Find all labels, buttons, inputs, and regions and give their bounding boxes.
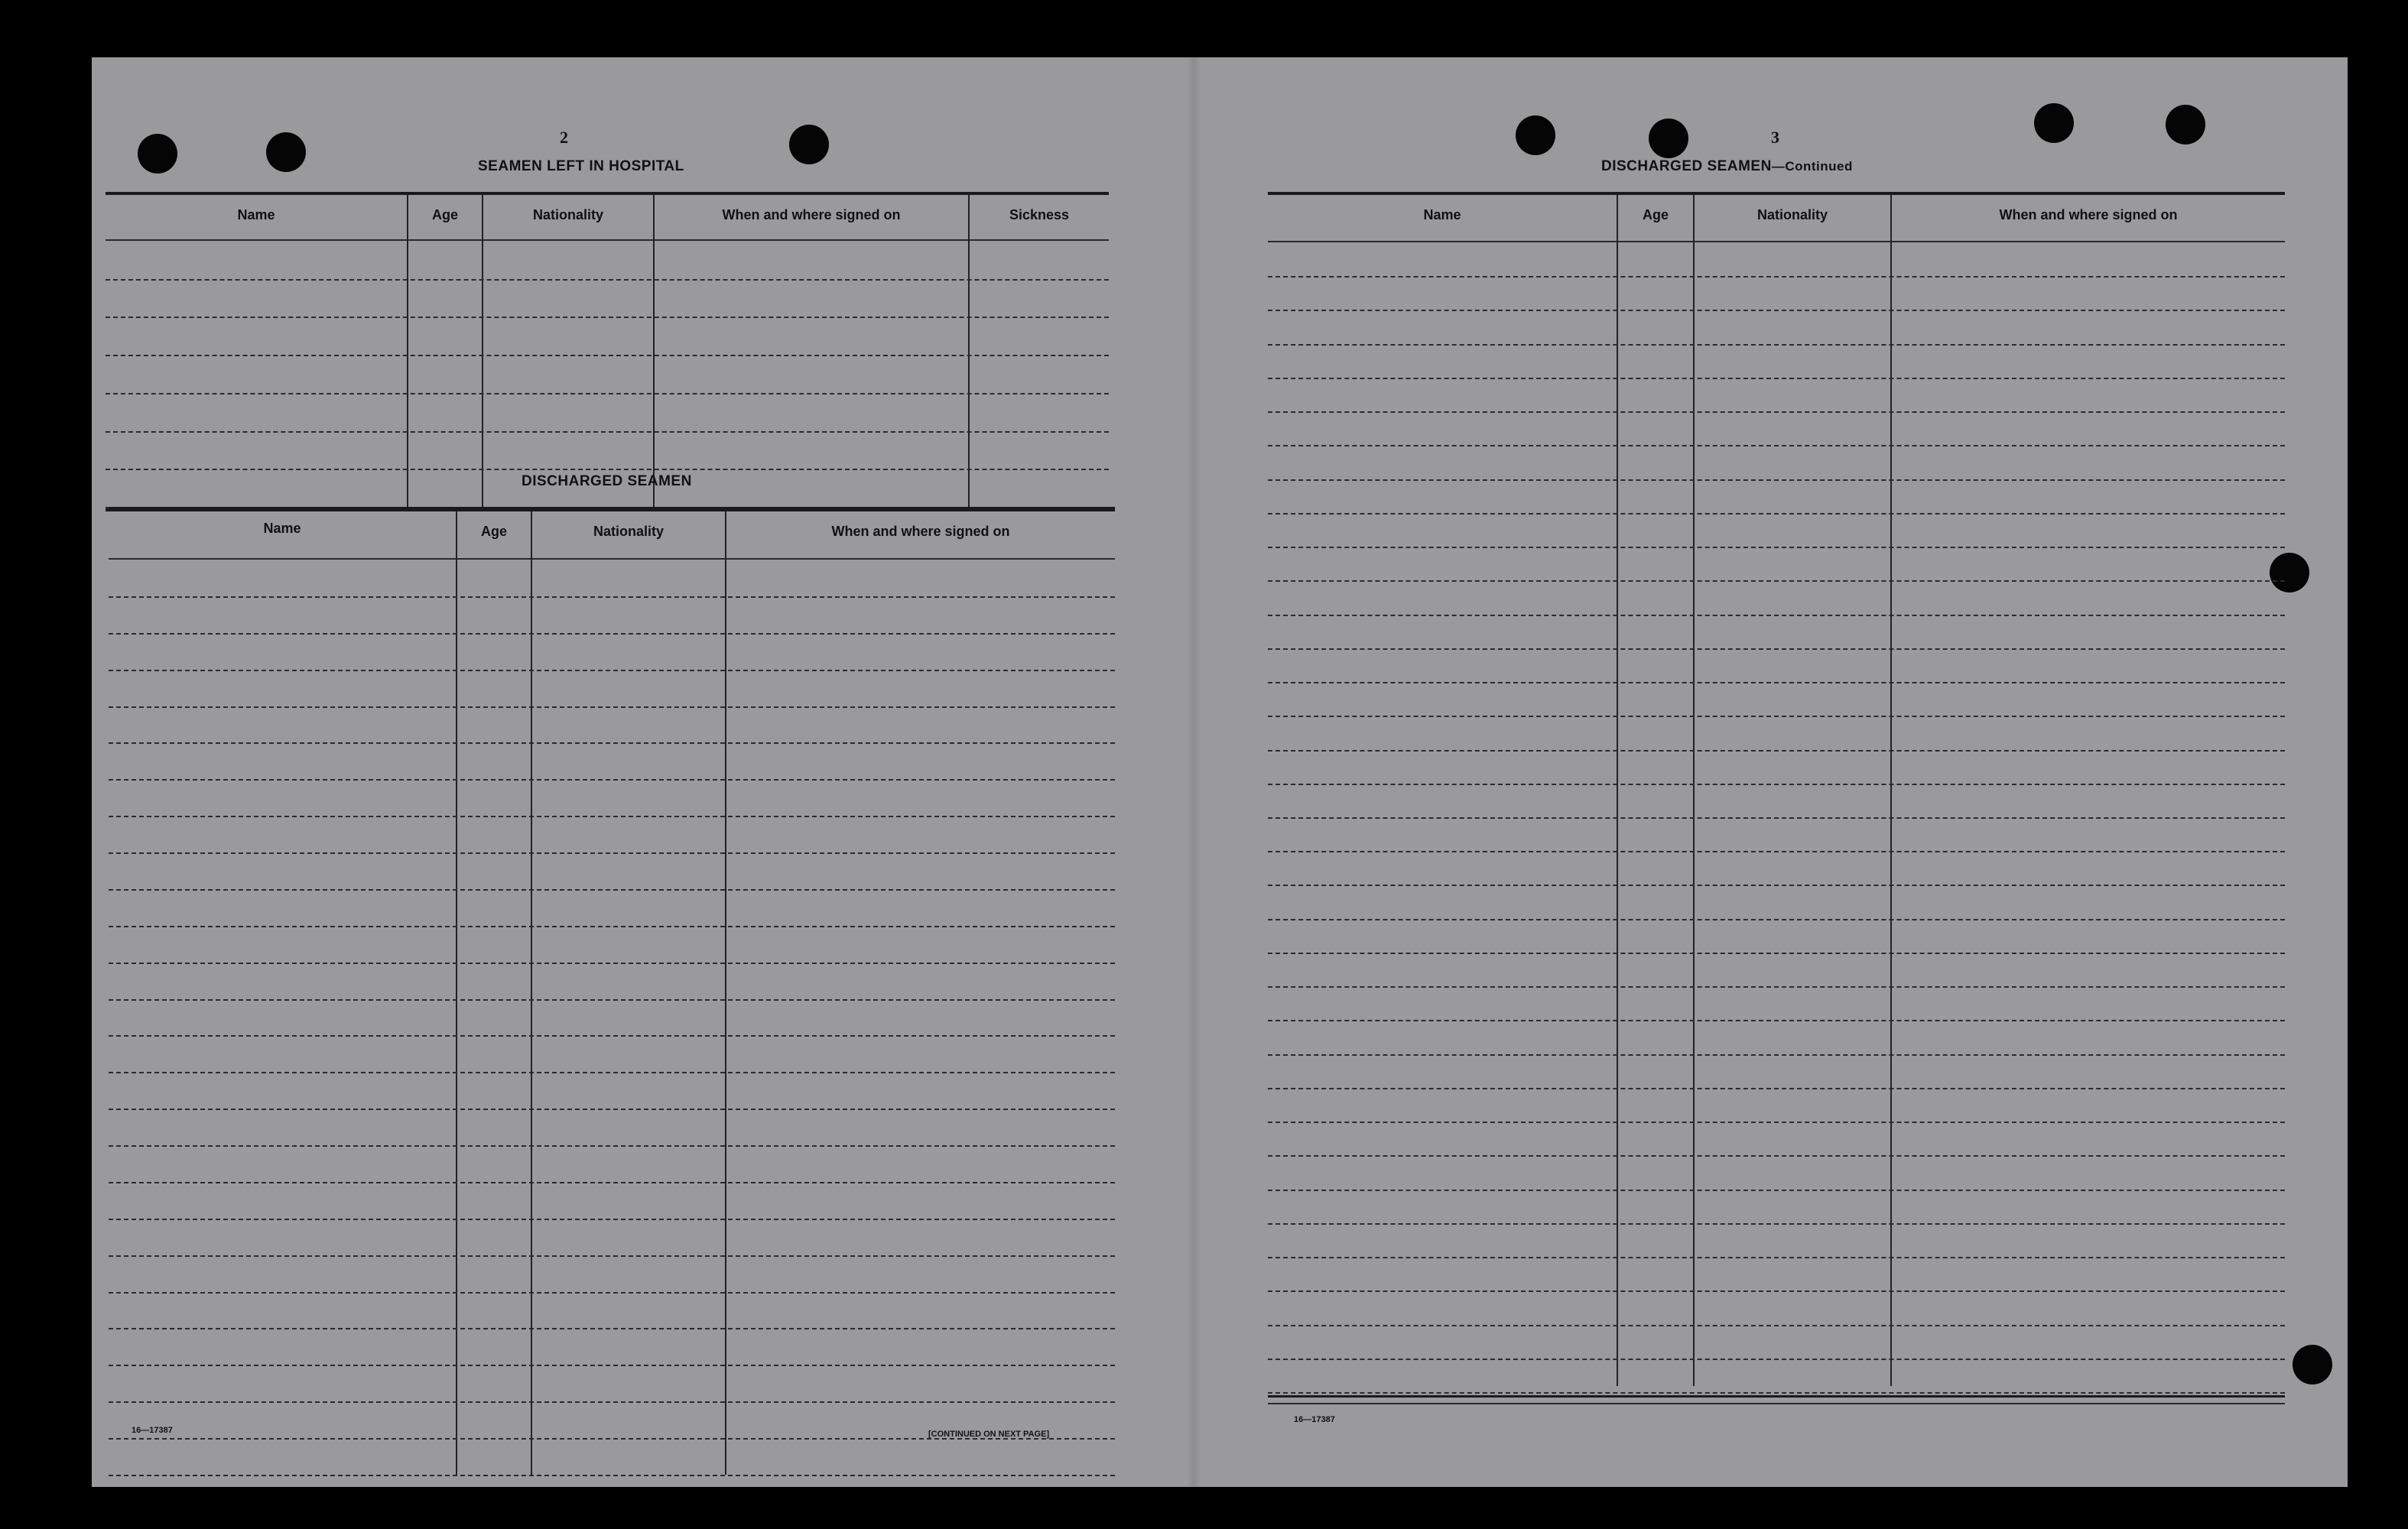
punch-hole [789,125,829,164]
hospital-col-when-where: When and where signed on [722,207,901,222]
discharged-continued-table-row [1268,276,2285,278]
discharged-table-row [109,670,1115,671]
discharged-continued-table-row [1268,1392,2285,1394]
hospital-table-row [106,393,1109,394]
discharged-continued-table-row [1268,750,2285,752]
discharged-table-row [109,1255,1115,1257]
discharged-continued-table-row [1268,310,2285,311]
discharged-continued-table-row [1268,919,2285,920]
hospital-table-row [106,279,1109,281]
discharged-continued-table-row [1268,986,2285,988]
discharged-continued-table-row [1268,817,2285,819]
discharged-table-top-rule-2 [109,507,1115,509]
discharged-continued-table-row [1268,344,2285,346]
discharged-table-row [109,816,1115,817]
right-col-age: Age [1642,207,1669,222]
hospital-col-divider [653,195,655,510]
discharged-continued-table-row [1268,1155,2285,1157]
discharged-continued-table-row [1268,1359,2285,1360]
discharged-table-row [109,742,1115,744]
right-col-divider [1693,195,1695,1386]
hospital-section-title: SEAMEN LEFT IN HOSPITAL [478,158,684,174]
discharged-section-title: DISCHARGED SEAMEN [522,473,692,489]
discharged-table-row [109,1109,1115,1110]
discharged-continued-table-row [1268,885,2285,886]
discharged-continued-table-row [1268,513,2285,515]
punch-hole [2293,1345,2332,1385]
right-header-rule [1268,241,2285,242]
right-col-divider [1617,195,1618,1386]
right-page-number: 3 [1771,128,1779,147]
hospital-table-row [106,469,1109,470]
discharged-col-name: Name [263,521,301,536]
discharged-table-row [109,926,1115,927]
discharged-col-when-where: When and where signed on [831,524,1010,539]
hospital-col-divider [968,195,970,510]
discharged-continued-table-row [1268,411,2285,413]
right-col-when-where: When and where signed on [1999,207,2178,222]
discharged-table-row [109,1401,1115,1403]
discharged-continued-table-row [1268,615,2285,616]
discharged-col-divider [725,511,726,1475]
hospital-col-divider [482,195,483,510]
discharged-continued-table-row [1268,1054,2285,1056]
left-page-number: 2 [560,128,568,147]
punch-hole [1516,115,1555,155]
discharged-continued-table-row [1268,580,2285,582]
discharged-continued-table-row [1268,648,2285,650]
right-form-number: 16—17387 [1294,1415,1335,1424]
discharged-table-row [109,1365,1115,1366]
discharged-continued-table-row [1268,1257,2285,1258]
discharged-continued-table-row [1268,1325,2285,1326]
page-fold [1187,57,1201,1487]
discharged-continued-table-row [1268,547,2285,548]
discharged-table-row [109,852,1115,854]
discharged-table-row [109,633,1115,635]
hospital-table-row [106,355,1109,356]
discharged-col-divider [456,511,457,1475]
discharged-continued-table-row [1268,953,2285,954]
discharged-table-row [109,1072,1115,1073]
discharged-table-row [109,889,1115,891]
discharged-table-row [109,779,1115,781]
punch-hole [1649,118,1688,158]
document-sheet [92,57,2348,1487]
left-form-number: 16—17387 [132,1426,173,1435]
discharged-continued-table-row [1268,479,2285,481]
discharged-continued-table-row [1268,1190,2285,1191]
punch-hole [138,134,177,174]
discharged-continued-table-row [1268,851,2285,852]
punch-hole [2034,103,2074,143]
discharged-continued-table-row [1268,378,2285,379]
discharged-table-row [109,1145,1115,1147]
discharged-continued-table-row [1268,784,2285,785]
discharged-header-rule [109,558,1115,560]
discharged-continued-table-row [1268,716,2285,717]
discharged-table-row [109,1182,1115,1183]
punch-hole [2166,105,2205,144]
punch-hole [266,132,306,172]
continued-suffix: —Continued [1771,159,1853,174]
right-col-divider [1890,195,1892,1386]
discharged-continued-title [1601,158,1853,175]
continued-note: [CONTINUED ON NEXT PAGE] [928,1430,1050,1439]
discharged-table-row [109,1219,1115,1220]
discharged-table-row [109,1328,1115,1329]
discharged-continued-table-row [1268,1020,2285,1021]
hospital-col-name: Name [237,207,275,222]
discharged-table-row [109,963,1115,964]
discharged-continued-table-row [1268,1223,2285,1225]
discharged-col-age: Age [480,524,507,539]
discharged-col-nationality: Nationality [593,524,664,539]
hospital-col-age: Age [431,207,458,222]
discharged-continued-title-text: DISCHARGED SEAMEN [1601,158,1772,174]
right-col-name: Name [1423,207,1461,222]
hospital-col-divider [407,195,408,510]
discharged-table-row [109,1475,1115,1476]
discharged-continued-table-row [1268,1088,2285,1089]
hospital-table-row [106,431,1109,433]
hospital-header-rule [106,239,1109,241]
right-table-top-rule [1268,192,2285,195]
hospital-table-top-rule [106,192,1109,195]
discharged-table-row [109,706,1115,708]
discharged-col-divider [531,511,532,1475]
discharged-table-row [109,999,1115,1001]
discharged-continued-table-row [1268,1290,2285,1292]
discharged-table-row [109,1292,1115,1294]
discharged-table-row [109,1035,1115,1037]
discharged-continued-table-row [1268,1122,2285,1123]
hospital-col-nationality: Nationality [532,207,603,222]
right-col-nationality: Nationality [1756,207,1828,222]
discharged-continued-table-row [1268,682,2285,683]
punch-hole [2270,553,2309,592]
hospital-table-row [106,317,1109,318]
discharged-table-row [109,596,1115,598]
discharged-continued-table-row [1268,445,2285,446]
right-table-bottom-rule-2 [1268,1403,2285,1404]
hospital-col-sickness: Sickness [1009,207,1070,222]
right-table-bottom-rule [1268,1395,2285,1398]
